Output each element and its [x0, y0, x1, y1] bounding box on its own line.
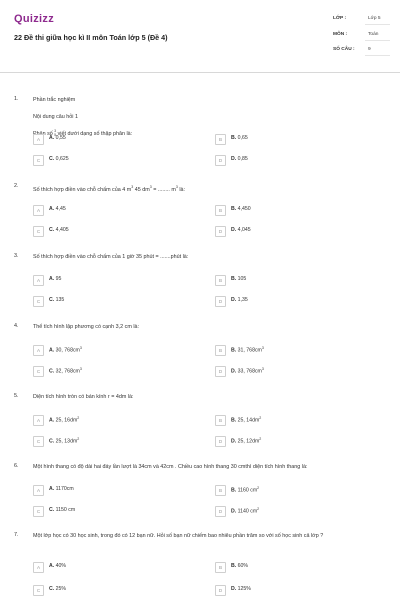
option-key: C.	[49, 438, 55, 445]
option-letter-box: D	[215, 506, 226, 517]
question-number: 7.	[14, 532, 19, 538]
option-a[interactable]	[33, 275, 183, 285]
option-label	[231, 135, 248, 141]
option-letter-box: A	[33, 134, 44, 145]
option-key: C.	[49, 227, 55, 233]
class-label: LỚP :	[333, 16, 347, 21]
option-label	[49, 437, 79, 445]
option-key: D.	[231, 297, 237, 303]
option-key: A.	[49, 347, 55, 354]
option-value: 105	[237, 276, 247, 282]
option-letter-box: A	[33, 562, 44, 573]
option-value: 25, 14dm	[237, 417, 260, 424]
option-letter-box: B	[215, 134, 226, 145]
option-letter-box: D	[215, 296, 226, 307]
option-key: B.	[231, 276, 237, 282]
option-b[interactable]	[215, 415, 365, 425]
option-c[interactable]	[33, 366, 183, 376]
superscript: 3	[149, 185, 152, 189]
option-letter-box: D	[215, 366, 226, 377]
fraction-denominator: 5	[54, 132, 57, 137]
option-value: 25, 16dm	[55, 417, 78, 424]
superscript: 3	[261, 346, 264, 350]
question-count-underline	[365, 55, 390, 56]
option-value: 31, 768cm	[237, 347, 262, 354]
option-key: D.	[231, 156, 237, 162]
subject-underline	[365, 40, 390, 41]
question-text: Số thích hợp điền vào chỗ chấm của 1 giờ 35 phút = .......phút là:	[33, 254, 189, 260]
option-letter-box: C	[33, 436, 44, 447]
option-label	[231, 367, 264, 375]
option-letter-box: B	[215, 345, 226, 356]
question-number: 6.	[14, 463, 19, 469]
option-label	[231, 563, 248, 569]
option-d[interactable]	[215, 226, 365, 236]
question-text: Một lớp học có 30 học sinh, trong đó có 12 bạn nữ. Hỏi số bạn nữ chiếm bao nhiêu phần trăm so với số học sinh cả lớp ?	[33, 533, 324, 539]
option-c[interactable]	[33, 226, 183, 236]
superscript: 2	[77, 416, 80, 420]
option-letter-box: B	[215, 205, 226, 216]
option-letter-box: D	[215, 226, 226, 237]
superscript: 3	[261, 367, 264, 371]
option-key: B.	[231, 487, 237, 494]
question-number: 4.	[14, 323, 19, 329]
option-label	[49, 367, 82, 375]
superscript: 3	[175, 185, 178, 189]
option-label	[49, 132, 66, 141]
option-value: 1150 cm	[55, 507, 76, 513]
option-letter-box: B	[215, 275, 226, 286]
question-text-part: 45 dm	[133, 186, 150, 193]
superscript: 2	[77, 437, 80, 441]
option-value: 33, 768cm	[237, 368, 262, 375]
superscript: 2	[257, 507, 260, 511]
option-key: B.	[231, 135, 237, 141]
option-key: A.	[49, 135, 55, 141]
option-key: D.	[231, 227, 237, 233]
option-a[interactable]	[33, 485, 183, 495]
superscript: 3	[79, 367, 82, 371]
option-value: 25%	[55, 586, 67, 592]
option-label	[49, 227, 69, 233]
option-c[interactable]	[33, 155, 183, 165]
question-number: 5.	[14, 393, 19, 399]
option-c[interactable]	[33, 436, 183, 446]
question-text-part: Số thích hợp điền vào chỗ chấm của 4 m	[33, 186, 132, 193]
question-text: Thể tích hình lập phương có cạnh 3,2 cm là:	[33, 324, 140, 330]
question-text-part: là:	[177, 186, 186, 193]
option-value: 4,405	[55, 227, 69, 233]
question-text: Một hình thang có độ dài hai đáy lần lượt là 34cm và 42cm . Chiều cao hình thang 30 cmthì diện tích hình thang là:	[33, 464, 308, 470]
option-label	[231, 586, 251, 592]
option-key: C.	[49, 156, 55, 162]
option-a[interactable]	[33, 345, 183, 355]
option-value: 0,65	[237, 135, 248, 141]
option-label	[49, 297, 64, 303]
question-number: 3.	[14, 253, 19, 259]
option-key: D.	[231, 508, 237, 515]
option-value: 25, 13dm	[55, 438, 78, 445]
option-key: B.	[231, 563, 237, 569]
superscript: 2	[257, 486, 260, 490]
option-letter-box: B	[215, 562, 226, 573]
header-divider	[0, 72, 400, 73]
option-value: 4,045	[237, 227, 251, 233]
option-value: 4,450	[237, 206, 251, 212]
option-letter-box: A	[33, 345, 44, 356]
option-d[interactable]	[215, 155, 365, 165]
option-value: 0,55	[55, 135, 66, 141]
option-letter-box: C	[33, 506, 44, 517]
option-value: 1,35	[237, 297, 248, 303]
option-key: A.	[49, 563, 55, 569]
fraction-numerator: 3	[54, 129, 57, 134]
option-letter-box: A	[33, 205, 44, 216]
option-label	[49, 563, 66, 569]
option-label	[49, 276, 61, 282]
option-key: D.	[231, 586, 237, 592]
superscript: 3	[131, 185, 134, 189]
question-count-value: 9	[368, 47, 371, 52]
question-text-part: = ........ m	[151, 186, 176, 193]
subsection-title: Nội dung câu hỏi 1	[33, 114, 78, 120]
option-label	[231, 156, 248, 162]
option-c[interactable]	[33, 506, 183, 516]
option-key: D.	[231, 438, 237, 445]
option-value: 1160 cm	[237, 487, 258, 494]
subject-label: MÔN :	[333, 32, 348, 37]
option-label	[231, 437, 261, 445]
class-value: Lớp 5	[368, 16, 381, 21]
option-c[interactable]	[33, 296, 183, 306]
option-label	[231, 297, 248, 303]
option-letter-box: A	[33, 485, 44, 496]
option-value: 125%	[237, 586, 251, 592]
option-key: B.	[231, 417, 237, 424]
option-b[interactable]	[215, 205, 365, 215]
class-underline	[365, 24, 390, 25]
option-letter-box: C	[33, 296, 44, 307]
option-letter-box: A	[33, 415, 44, 426]
option-b[interactable]	[215, 275, 365, 285]
option-letter-box: C	[33, 585, 44, 596]
option-letter-box: D	[215, 155, 226, 166]
option-value: 32, 768cm	[55, 368, 80, 375]
option-label	[231, 486, 259, 494]
option-key: D.	[231, 368, 237, 375]
option-key: B.	[231, 206, 237, 212]
option-value: 0,85	[237, 156, 248, 162]
superscript: 2	[259, 437, 262, 441]
option-key: C.	[49, 368, 55, 375]
option-key: B.	[231, 347, 237, 354]
option-label	[49, 486, 74, 492]
option-label	[49, 507, 75, 513]
question-text	[33, 183, 388, 194]
option-label	[49, 416, 79, 424]
option-key: A.	[49, 417, 55, 424]
document-title: 22 Đề thi giữa học kì II môn Toán lớp 5 (Đề 4)	[14, 33, 168, 42]
option-key: C.	[49, 586, 55, 592]
option-letter-box: C	[33, 226, 44, 237]
section-title: Phần trắc nghiệm	[33, 97, 76, 103]
option-key: C.	[49, 507, 55, 513]
option-value: 1140 cm	[237, 508, 258, 515]
option-label	[231, 206, 251, 212]
option-label	[231, 227, 251, 233]
option-key: C.	[49, 297, 55, 303]
option-a[interactable]	[33, 205, 183, 215]
option-d[interactable]	[215, 366, 365, 376]
option-b[interactable]	[215, 345, 365, 355]
option-a[interactable]	[33, 562, 183, 572]
option-label	[49, 586, 66, 592]
option-value: 0,625	[55, 156, 69, 162]
question-text: Diện tích hình tròn có bán kính r = 4dm là:	[33, 394, 134, 400]
option-value: 30, 768cm	[55, 347, 80, 354]
header	[0, 0, 400, 70]
option-letter-box: A	[33, 275, 44, 286]
superscript: 2	[259, 416, 262, 420]
question-number: 1.	[14, 96, 19, 102]
option-label	[49, 206, 66, 212]
option-value: 4,45	[55, 206, 66, 212]
option-letter-box: D	[215, 436, 226, 447]
option-letter-box: D	[215, 585, 226, 596]
option-key: A.	[49, 276, 55, 282]
option-label	[231, 346, 264, 354]
question-number: 2.	[14, 183, 19, 189]
option-d[interactable]	[215, 296, 365, 306]
option-label	[49, 346, 82, 354]
option-key: A.	[49, 486, 55, 492]
option-value: 25, 12dm	[237, 438, 260, 445]
option-value: 135	[55, 297, 65, 303]
option-b[interactable]	[215, 134, 365, 144]
option-letter-box: C	[33, 155, 44, 166]
option-d[interactable]	[215, 436, 365, 446]
option-a[interactable]	[33, 415, 183, 425]
option-letter-box: C	[33, 366, 44, 377]
option-c[interactable]	[33, 585, 183, 595]
option-letter-box: B	[215, 415, 226, 426]
option-label	[231, 416, 261, 424]
option-key: A.	[49, 206, 55, 212]
question-text-part: Phân số	[33, 131, 53, 137]
option-value: 60%	[237, 563, 249, 569]
option-b[interactable]	[215, 562, 365, 572]
option-label	[49, 156, 69, 162]
option-d[interactable]	[215, 585, 365, 595]
question-text-part: viết dưới dạng số thập phân là:	[57, 131, 133, 137]
quizizz-logo: Quizizz	[14, 13, 54, 25]
option-value: 95	[55, 276, 62, 282]
option-a[interactable]	[33, 134, 183, 144]
option-label	[231, 507, 259, 515]
option-value: 40%	[55, 563, 67, 569]
option-b[interactable]	[215, 485, 365, 495]
option-value: 1170cm	[55, 486, 74, 492]
subject-value: Toán	[368, 32, 379, 37]
question-count-label: SỐ CÂU :	[333, 47, 355, 52]
option-label	[231, 276, 246, 282]
option-letter-box: B	[215, 485, 226, 496]
superscript: 3	[79, 346, 82, 350]
option-d[interactable]	[215, 506, 365, 516]
